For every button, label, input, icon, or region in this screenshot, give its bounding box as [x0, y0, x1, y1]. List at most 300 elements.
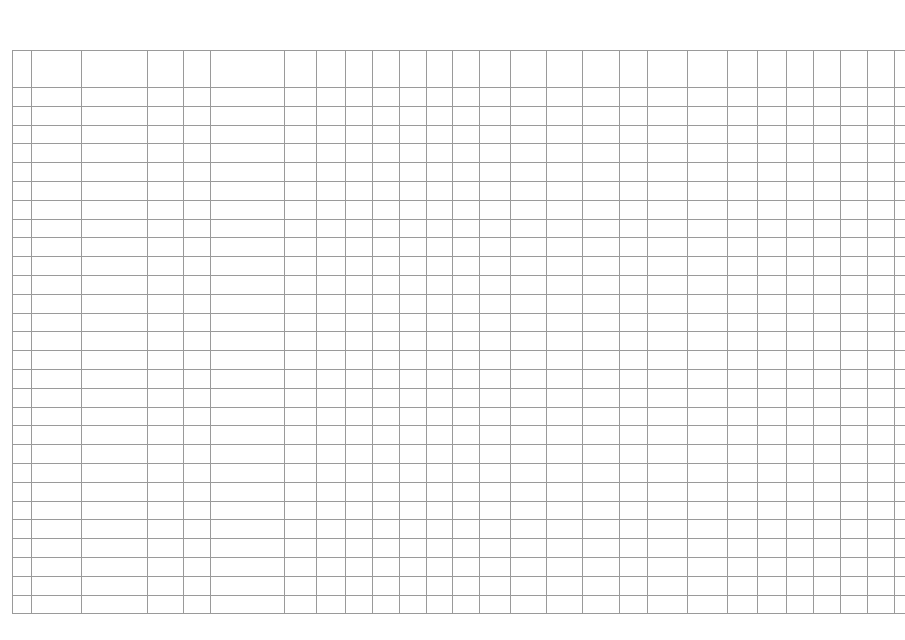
table-cell: [868, 595, 895, 614]
table-cell: [82, 238, 148, 257]
table-cell: [13, 125, 32, 144]
table-cell: [583, 163, 620, 182]
table-cell: [211, 275, 285, 294]
table-cell: [13, 106, 32, 125]
table-cell: [211, 351, 285, 370]
table-cell: [32, 294, 82, 313]
table-cell: [868, 238, 895, 257]
table-cell: [400, 369, 427, 388]
table-cell: [427, 407, 453, 426]
table-cell: [758, 351, 787, 370]
table-cell: [427, 557, 453, 576]
table-cell: [400, 351, 427, 370]
table-cell: [373, 539, 400, 558]
table-cell: [787, 106, 814, 125]
table-cell: [346, 463, 373, 482]
table-cell: [32, 426, 82, 445]
table-cell: [211, 426, 285, 445]
table-cell: [400, 576, 427, 595]
table-cell: [787, 520, 814, 539]
table-row: [13, 125, 905, 144]
table-cell: [648, 369, 688, 388]
table-cell: [620, 332, 648, 351]
table-cell: [400, 88, 427, 107]
table-cell: [13, 332, 32, 351]
table-cell: [583, 88, 620, 107]
table-cell: [211, 125, 285, 144]
table-cell: [620, 501, 648, 520]
table-cell: [648, 501, 688, 520]
table-cell: [184, 125, 211, 144]
table-cell: [346, 88, 373, 107]
table-cell: [895, 238, 905, 257]
table-cell: [728, 238, 758, 257]
table-cell: [895, 332, 905, 351]
table-cell: [184, 144, 211, 163]
table-cell: [688, 369, 728, 388]
table-cell: [814, 275, 841, 294]
table-cell: [814, 144, 841, 163]
table-cell: [511, 539, 547, 558]
table-cell: [211, 501, 285, 520]
table-cell: [688, 482, 728, 501]
table-cell: [583, 463, 620, 482]
table-cell: [32, 520, 82, 539]
table-cell: [814, 388, 841, 407]
table-cell: [373, 463, 400, 482]
table-cell: [511, 351, 547, 370]
table-cell: [787, 351, 814, 370]
table-cell: [620, 200, 648, 219]
table-cell: [184, 351, 211, 370]
table-cell: [346, 125, 373, 144]
table-cell: [184, 426, 211, 445]
table-cell: [480, 88, 511, 107]
table-cell: [400, 501, 427, 520]
table-cell: [841, 106, 868, 125]
table-cell: [13, 200, 32, 219]
table-cell: [688, 181, 728, 200]
table-cell: [13, 557, 32, 576]
table-cell: [373, 482, 400, 501]
table-cell: [480, 463, 511, 482]
table-cell: [211, 181, 285, 200]
table-cell: [895, 388, 905, 407]
table-cell: [211, 539, 285, 558]
table-cell: [184, 257, 211, 276]
table-cell: [620, 407, 648, 426]
table-cell: [211, 219, 285, 238]
table-cell: [285, 369, 317, 388]
table-cell: [317, 88, 346, 107]
column-header: [400, 51, 427, 88]
table-cell: [648, 200, 688, 219]
table-cell: [373, 351, 400, 370]
table-cell: [620, 144, 648, 163]
table-cell: [285, 88, 317, 107]
table-cell: [728, 200, 758, 219]
table-cell: [583, 426, 620, 445]
table-cell: [82, 200, 148, 219]
table-cell: [285, 426, 317, 445]
table-cell: [32, 163, 82, 182]
table-cell: [373, 426, 400, 445]
table-cell: [480, 576, 511, 595]
table-cell: [583, 557, 620, 576]
table-cell: [814, 482, 841, 501]
table-cell: [841, 557, 868, 576]
table-cell: [648, 125, 688, 144]
table-cell: [688, 332, 728, 351]
table-cell: [32, 369, 82, 388]
table-cell: [346, 539, 373, 558]
table-cell: [895, 313, 905, 332]
table-cell: [13, 369, 32, 388]
table-cell: [688, 407, 728, 426]
table-cell: [453, 181, 480, 200]
table-cell: [583, 144, 620, 163]
table-cell: [758, 539, 787, 558]
table-cell: [511, 144, 547, 163]
table-cell: [82, 294, 148, 313]
table-cell: [285, 275, 317, 294]
table-cell: [868, 275, 895, 294]
table-cell: [688, 351, 728, 370]
table-cell: [895, 576, 905, 595]
table-cell: [317, 463, 346, 482]
table-cell: [787, 219, 814, 238]
table-cell: [648, 482, 688, 501]
table-cell: [32, 332, 82, 351]
table-cell: [758, 294, 787, 313]
table-cell: [547, 595, 583, 614]
table-cell: [453, 426, 480, 445]
table-cell: [427, 369, 453, 388]
table-cell: [868, 351, 895, 370]
table-row: [13, 539, 905, 558]
table-cell: [787, 576, 814, 595]
table-cell: [728, 88, 758, 107]
table-cell: [583, 351, 620, 370]
table-cell: [728, 106, 758, 125]
table-cell: [453, 539, 480, 558]
table-cell: [868, 200, 895, 219]
table-cell: [688, 595, 728, 614]
table-cell: [648, 313, 688, 332]
table-row: [13, 144, 905, 163]
table-cell: [688, 106, 728, 125]
table-cell: [211, 388, 285, 407]
table-cell: [211, 313, 285, 332]
table-cell: [148, 463, 184, 482]
table-row: [13, 351, 905, 370]
table-cell: [547, 501, 583, 520]
table-cell: [620, 557, 648, 576]
table-cell: [787, 463, 814, 482]
table-cell: [82, 463, 148, 482]
table-cell: [285, 595, 317, 614]
table-cell: [346, 407, 373, 426]
table-row: [13, 445, 905, 464]
table-cell: [868, 163, 895, 182]
table-cell: [317, 595, 346, 614]
table-cell: [688, 539, 728, 558]
table-cell: [688, 501, 728, 520]
table-cell: [787, 595, 814, 614]
table-cell: [787, 125, 814, 144]
table-cell: [841, 576, 868, 595]
column-header: [814, 51, 841, 88]
table-cell: [895, 445, 905, 464]
table-cell: [688, 463, 728, 482]
table-cell: [758, 445, 787, 464]
table-cell: [758, 332, 787, 351]
table-cell: [427, 482, 453, 501]
table-cell: [346, 369, 373, 388]
table-cell: [427, 238, 453, 257]
table-cell: [648, 426, 688, 445]
table-cell: [373, 332, 400, 351]
table-cell: [184, 520, 211, 539]
column-header: [511, 51, 547, 88]
table-cell: [211, 257, 285, 276]
table-cell: [317, 445, 346, 464]
table-row: [13, 88, 905, 107]
table-cell: [648, 332, 688, 351]
table-cell: [317, 238, 346, 257]
table-row: [13, 520, 905, 539]
table-cell: [184, 482, 211, 501]
table-cell: [184, 576, 211, 595]
table-cell: [453, 313, 480, 332]
table-cell: [184, 294, 211, 313]
table-cell: [547, 388, 583, 407]
table-cell: [148, 313, 184, 332]
table-cell: [728, 257, 758, 276]
table-cell: [511, 520, 547, 539]
table-cell: [583, 445, 620, 464]
table-cell: [13, 426, 32, 445]
table-cell: [814, 426, 841, 445]
table-cell: [511, 200, 547, 219]
table-cell: [841, 426, 868, 445]
table-cell: [547, 88, 583, 107]
column-header: [373, 51, 400, 88]
table-cell: [148, 501, 184, 520]
table-cell: [758, 388, 787, 407]
table-cell: [32, 257, 82, 276]
table-cell: [148, 557, 184, 576]
table-cell: [184, 313, 211, 332]
table-cell: [787, 144, 814, 163]
table-cell: [814, 445, 841, 464]
table-cell: [547, 426, 583, 445]
table-cell: [814, 576, 841, 595]
table-cell: [511, 238, 547, 257]
table-cell: [547, 294, 583, 313]
table-cell: [148, 238, 184, 257]
table-cell: [787, 313, 814, 332]
table-cell: [758, 125, 787, 144]
table-cell: [184, 463, 211, 482]
table-cell: [547, 238, 583, 257]
table-cell: [648, 351, 688, 370]
table-cell: [728, 445, 758, 464]
table-cell: [814, 163, 841, 182]
table-cell: [211, 332, 285, 351]
table-cell: [620, 294, 648, 313]
table-cell: [511, 388, 547, 407]
table-cell: [400, 200, 427, 219]
table-cell: [480, 275, 511, 294]
table-cell: [373, 445, 400, 464]
table-cell: [453, 501, 480, 520]
table-cell: [758, 463, 787, 482]
table-cell: [620, 351, 648, 370]
column-header: [32, 51, 82, 88]
table-cell: [13, 595, 32, 614]
table-row: [13, 388, 905, 407]
table-cell: [728, 501, 758, 520]
table-cell: [868, 144, 895, 163]
table-cell: [148, 407, 184, 426]
table-cell: [728, 125, 758, 144]
table-cell: [620, 576, 648, 595]
table-row: [13, 219, 905, 238]
table-cell: [453, 294, 480, 313]
table-cell: [211, 576, 285, 595]
table-cell: [453, 407, 480, 426]
column-header: [427, 51, 453, 88]
table-cell: [480, 238, 511, 257]
table-cell: [841, 257, 868, 276]
table-cell: [400, 144, 427, 163]
table-cell: [13, 219, 32, 238]
column-header: [868, 51, 895, 88]
table-cell: [841, 482, 868, 501]
table-cell: [184, 388, 211, 407]
table-cell: [13, 144, 32, 163]
column-header: [648, 51, 688, 88]
table-cell: [868, 482, 895, 501]
table-cell: [728, 332, 758, 351]
table-cell: [346, 595, 373, 614]
table-cell: [841, 125, 868, 144]
table-cell: [82, 163, 148, 182]
table-cell: [688, 426, 728, 445]
table-cell: [317, 313, 346, 332]
table-cell: [758, 163, 787, 182]
column-header: [453, 51, 480, 88]
table-cell: [868, 88, 895, 107]
table-cell: [620, 369, 648, 388]
table-cell: [547, 520, 583, 539]
table-cell: [285, 351, 317, 370]
table-cell: [814, 351, 841, 370]
table-cell: [583, 576, 620, 595]
table-cell: [841, 351, 868, 370]
table-cell: [868, 332, 895, 351]
table-cell: [32, 219, 82, 238]
table-cell: [688, 163, 728, 182]
table-cell: [211, 557, 285, 576]
table-cell: [728, 351, 758, 370]
table-cell: [547, 369, 583, 388]
table-cell: [32, 407, 82, 426]
table-cell: [841, 520, 868, 539]
table-cell: [758, 219, 787, 238]
table-cell: [841, 181, 868, 200]
table-cell: [13, 257, 32, 276]
table-cell: [211, 463, 285, 482]
table-body: [13, 88, 905, 614]
column-header: [758, 51, 787, 88]
table-cell: [728, 294, 758, 313]
table-cell: [317, 200, 346, 219]
table-cell: [184, 238, 211, 257]
table-cell: [317, 557, 346, 576]
table-cell: [688, 257, 728, 276]
table-cell: [583, 520, 620, 539]
table-cell: [728, 181, 758, 200]
table-cell: [648, 275, 688, 294]
table-cell: [511, 426, 547, 445]
table-cell: [583, 407, 620, 426]
table-row: [13, 332, 905, 351]
table-cell: [814, 407, 841, 426]
table-cell: [728, 482, 758, 501]
table-cell: [285, 332, 317, 351]
table-cell: [841, 238, 868, 257]
table-cell: [285, 539, 317, 558]
table-cell: [547, 351, 583, 370]
table-cell: [211, 369, 285, 388]
table-cell: [317, 181, 346, 200]
table-cell: [787, 181, 814, 200]
table-cell: [547, 557, 583, 576]
table-cell: [758, 106, 787, 125]
table-cell: [373, 388, 400, 407]
table-cell: [620, 275, 648, 294]
table-cell: [868, 313, 895, 332]
table-cell: [346, 501, 373, 520]
table-cell: [453, 482, 480, 501]
table-cell: [373, 144, 400, 163]
table-cell: [453, 88, 480, 107]
table-cell: [688, 576, 728, 595]
table-cell: [511, 163, 547, 182]
table-cell: [787, 257, 814, 276]
table-cell: [583, 595, 620, 614]
table-cell: [480, 595, 511, 614]
table-cell: [453, 445, 480, 464]
table-cell: [868, 369, 895, 388]
table-cell: [787, 275, 814, 294]
table-cell: [648, 294, 688, 313]
column-header: [787, 51, 814, 88]
table-cell: [620, 463, 648, 482]
table-cell: [511, 106, 547, 125]
table-cell: [148, 125, 184, 144]
table-cell: [547, 445, 583, 464]
table-cell: [547, 181, 583, 200]
table-cell: [480, 125, 511, 144]
column-header: [184, 51, 211, 88]
table-cell: [511, 294, 547, 313]
table-cell: [620, 88, 648, 107]
table-cell: [317, 332, 346, 351]
table-cell: [841, 88, 868, 107]
